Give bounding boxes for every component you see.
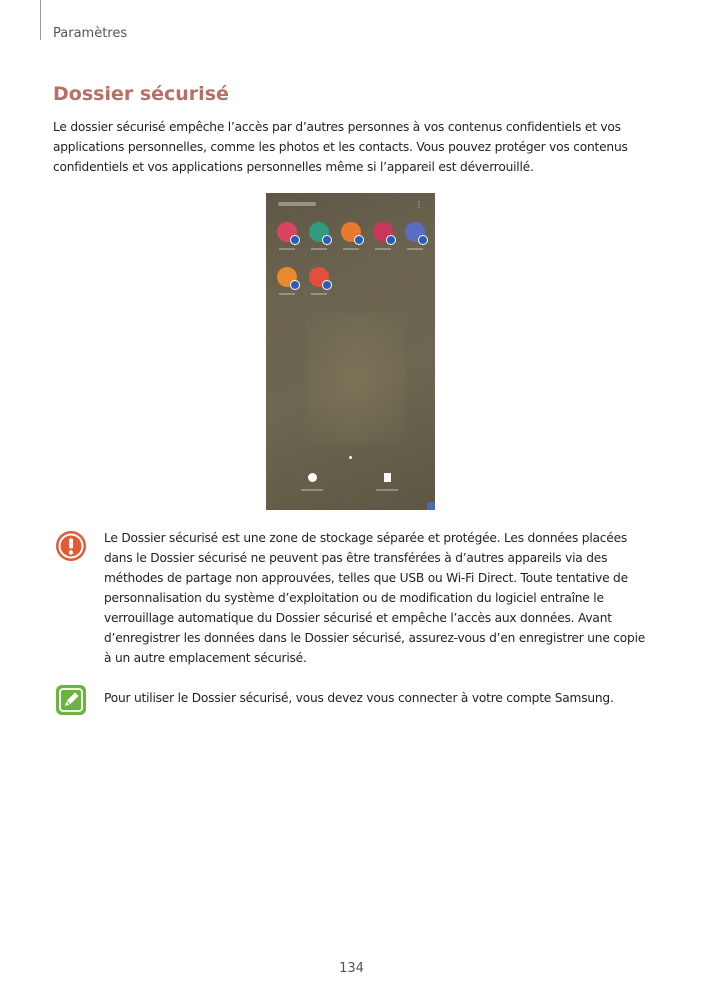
section-name: Paramètres <box>53 26 128 41</box>
gallery-app-icon <box>373 222 393 242</box>
email-app-icon <box>277 267 297 287</box>
calendar-app-icon <box>309 222 329 242</box>
contacts-app-icon <box>341 222 361 242</box>
header-rule <box>40 0 41 40</box>
secure-folder-badge <box>427 502 435 510</box>
app-label <box>375 248 391 250</box>
note-pen-icon <box>55 684 87 716</box>
app-label <box>311 248 327 250</box>
page-title: Dossier sécurisé <box>53 83 229 105</box>
intro-paragraph: Le dossier sécurisé empêche l’accès par d’autres personnes à vos contenus confidentiels et vos applications personnelles, comme les photos et les contacts. Vous pouvez protéger vos contenus confidentiels et vos applications personnelles même si l’appareil est déverrouillé. <box>53 120 628 174</box>
wallpaper-glow <box>306 313 406 443</box>
page-number: 134 <box>339 961 364 976</box>
add-files-icon <box>384 473 391 482</box>
note-text: Pour utiliser le Dossier sécurisé, vous devez vous connecter à votre compte Samsung. <box>104 691 614 705</box>
app-label <box>279 248 295 250</box>
caution-icon <box>55 530 87 562</box>
app-label <box>407 248 423 250</box>
page-indicator-dot <box>349 456 352 459</box>
internet-app-icon <box>405 222 425 242</box>
app-label <box>343 248 359 250</box>
add-files-label <box>376 489 398 491</box>
phone-folder-title <box>278 202 316 206</box>
settings-app-icon <box>277 222 297 242</box>
caution-text: Le Dossier sécurisé est une zone de stockage séparée et protégée. Les données placées dans le Dossier sécurisé ne peuvent pas être transférées à d’autres appareils via des méthodes de partage non approuvées, telles que USB ou Wi-Fi Direct. Toute tentative de personnalisation du système d’exploitation ou de modification du logiciel entraîne le verrouillage automatique du Dossier sécurisé et empêche l’accès aux données. Avant d’enregistrer les données dans le Dossier sécurisé, assurez-vous d’en enregistrer une copie à un autre emplacement sécurisé. <box>104 531 646 665</box>
add-apps-icon <box>308 473 317 482</box>
add-apps-label <box>301 489 323 491</box>
more-options-icon: ⋮ <box>415 200 423 209</box>
app-label <box>311 293 327 295</box>
notes-app-icon <box>309 267 329 287</box>
secure-folder-screenshot <box>266 193 435 510</box>
app-label <box>279 293 295 295</box>
